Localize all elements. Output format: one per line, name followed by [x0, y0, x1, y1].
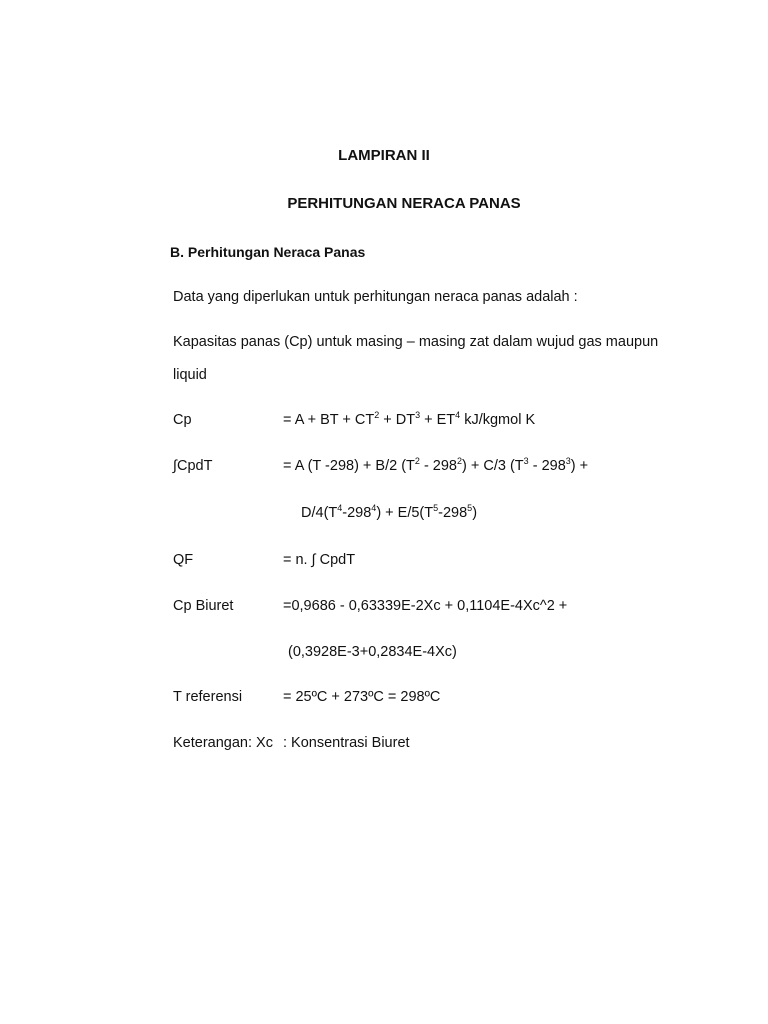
t-referensi-value: = 25ºC + 273ºC = 298ºC: [283, 689, 441, 705]
page-title: LAMPIRAN II: [338, 147, 430, 164]
page-subtitle: PERHITUNGAN NERACA PANAS: [287, 195, 521, 212]
intro-line-1: Data yang diperlukan untuk perhitungan neraca panas adalah :: [173, 289, 578, 305]
integral-label: ∫CpdT: [173, 458, 213, 474]
qf-label: QF: [173, 552, 194, 568]
integral-formula-continued: $D/4(T^4-298^4) + E/5(T^5-298^5)$: [301, 503, 478, 521]
keterangan-label: Keterangan: Xc: [173, 735, 273, 751]
cp-biuret-formula-continued: (0,3928E-3+0,2834E-4Xc): [288, 644, 457, 660]
qf-formula: = n. ∫ CpdT: [283, 552, 356, 568]
cp-label: Cp: [173, 412, 192, 428]
cp-biuret-label: Cp Biuret: [173, 598, 234, 614]
intro-line-2: Kapasitas panas (Cp) untuk masing – masing zat dalam wujud gas maupun: [173, 334, 659, 350]
cp-formula: = A + BT + $CT^2 + DT^3 + ET^4$ kJ/kgmol K: [283, 410, 536, 428]
keterangan-value: : Konsentrasi Biuret: [283, 735, 410, 751]
t-referensi-label: T referensi: [173, 689, 243, 705]
intro-line-3: liquid: [173, 367, 207, 383]
integral-formula: = A (T -298) + B/2 $(T^2 - 298^2) + C/3$ $(T^3 - 298^3)$ +: [283, 456, 589, 474]
section-heading: B. Perhitungan Neraca Panas: [170, 244, 366, 260]
cp-biuret-formula: =0,9686 - 0,63339E-2Xc + 0,1104E-4Xc^2 +: [283, 598, 568, 614]
